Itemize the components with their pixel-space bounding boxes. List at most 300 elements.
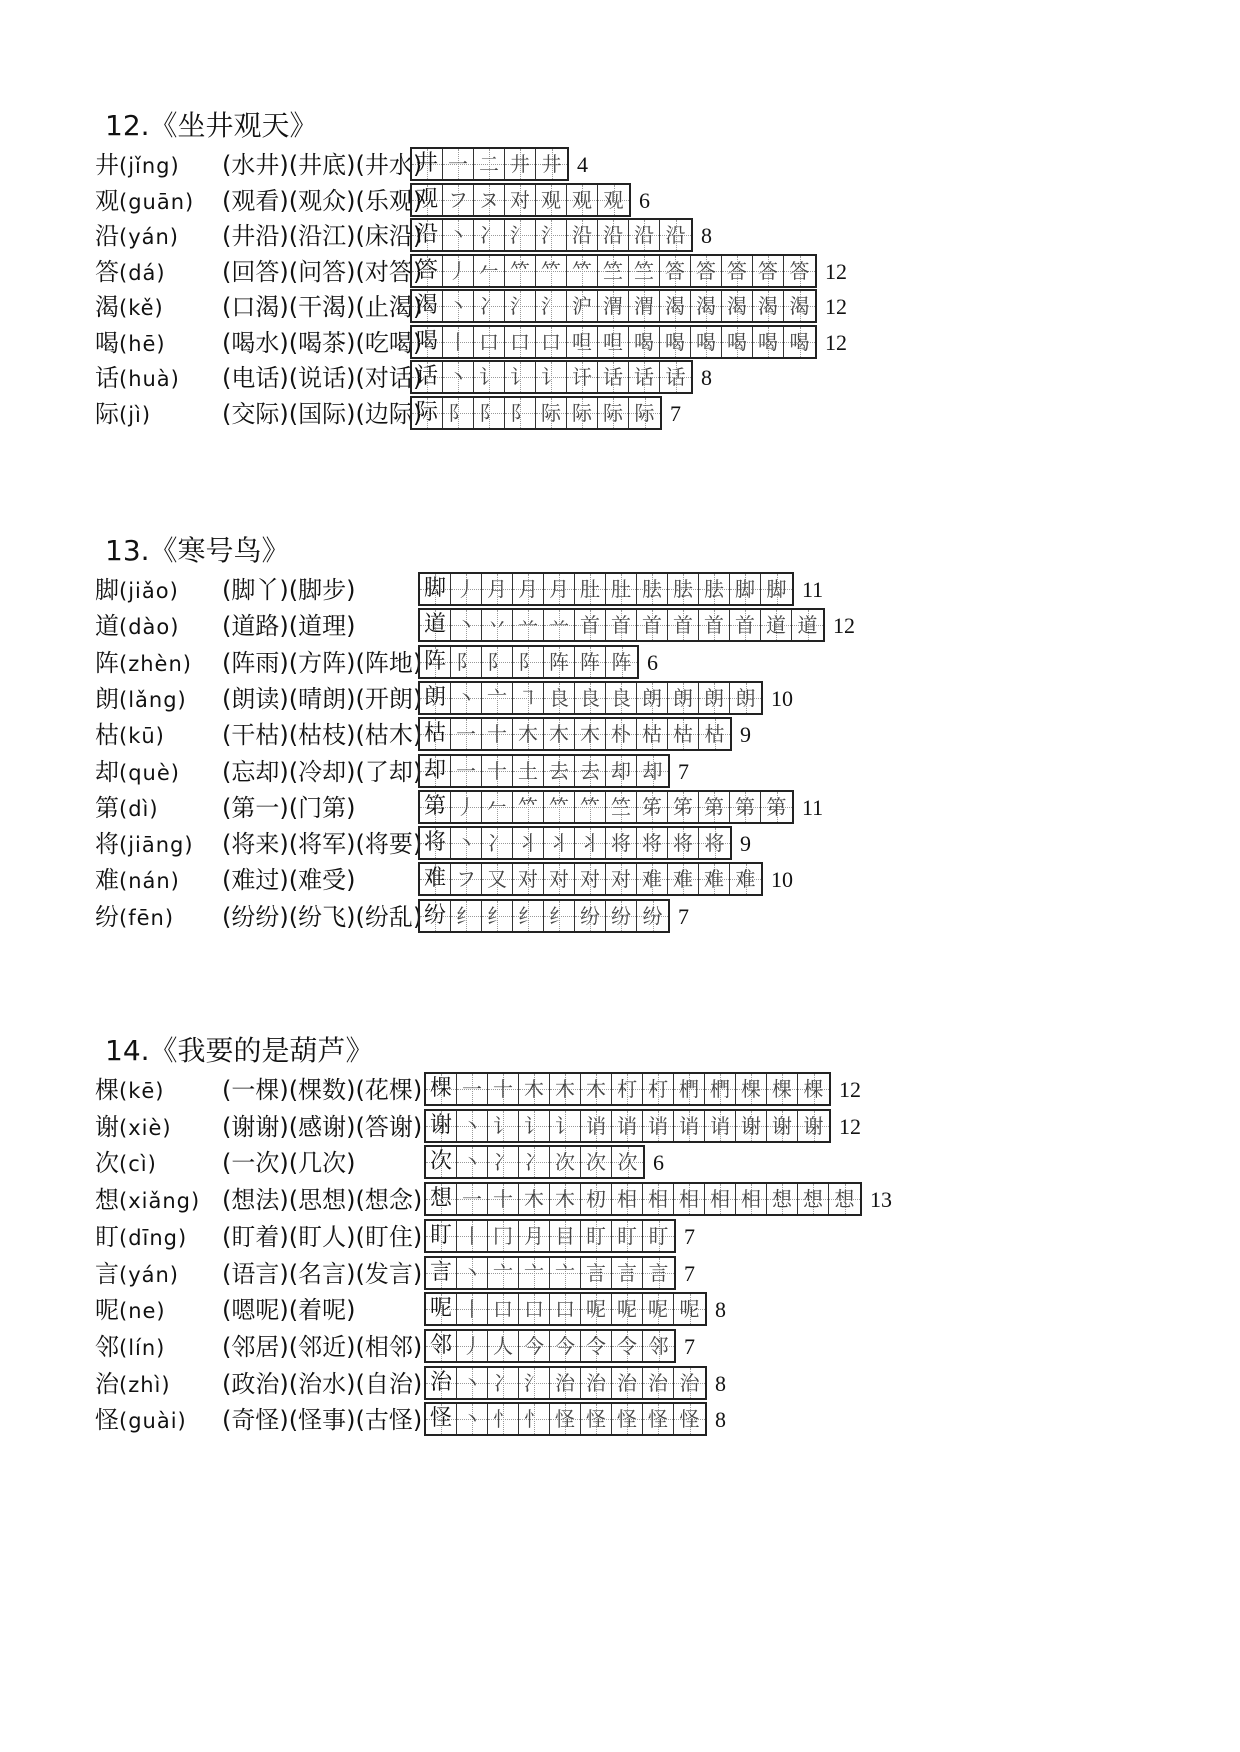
stroke-order-grid (410, 396, 662, 430)
stroke-glyph: 朴 (611, 722, 631, 747)
grid-cell-stroke-step (513, 792, 544, 822)
grid-cell-stroke-step (767, 1184, 798, 1214)
pinyin: (jiǎo) (119, 579, 179, 603)
stroke-glyph: 渴 (789, 294, 810, 318)
grid-cell-stroke-step (674, 1184, 705, 1214)
grid-cell-stroke-step (612, 1294, 643, 1324)
grid-cell-stroke-step (668, 792, 699, 822)
stroke-glyph: 喝 (727, 329, 747, 354)
grid-cell-stroke-step (581, 1258, 612, 1288)
grid-cell-stroke-step (443, 220, 474, 250)
character-row (0, 1290, 1240, 1330)
stroke-glyph: 朷 (586, 1187, 606, 1212)
grid-cell-stroke-step (761, 792, 792, 822)
stroke-glyph: 纟 (518, 903, 538, 928)
stroke-glyph: 次 (586, 1150, 606, 1175)
stroke-glyph: 答 (727, 258, 747, 283)
grid-cell-stroke-step (767, 1111, 798, 1141)
grid-cell-stroke-step (457, 1184, 488, 1214)
character-label (95, 256, 166, 289)
character-label (95, 574, 179, 607)
grid-cell-stroke-step (482, 792, 513, 822)
example-words: (观看)(观众)(乐观) (222, 186, 423, 215)
stroke-glyph: 朗 (673, 685, 693, 710)
grid-cell-stroke-step (544, 901, 575, 931)
grid-cell-stroke-step (736, 1074, 767, 1104)
example-words: (交际)(国际)(边际) (222, 399, 423, 428)
stroke-glyph: 椚 (679, 1077, 699, 1101)
grid-cell-stroke-step (643, 1184, 674, 1214)
grid-cell-stroke-step (513, 864, 544, 894)
stroke-glyph: 十 (487, 722, 507, 747)
stroke-glyph: 木 (524, 1077, 544, 1101)
stroke-glyph: 口 (541, 329, 561, 354)
grid-cell-stroke-step (612, 1111, 643, 1141)
grid-cell-stroke-step (567, 398, 598, 428)
grid-cell-stroke-step (598, 327, 629, 357)
example-words: (阵雨)(方阵)(阵地) (222, 648, 423, 677)
stroke-glyph: 土 (518, 758, 538, 783)
stroke-glyph: 治 (555, 1370, 575, 1395)
stroke-glyph: 棵 (803, 1077, 824, 1101)
stroke-count: 13 (870, 1187, 892, 1213)
grid-cell-stroke-step (612, 1221, 643, 1251)
grid-cell-stroke-step (536, 398, 567, 428)
stroke-glyph: 喝 (789, 329, 810, 354)
pinyin: (jiāng) (119, 833, 194, 858)
stroke-glyph: 诮 (710, 1113, 730, 1138)
grid-cell-stroke-step (550, 1404, 581, 1434)
stroke-count: 6 (653, 1150, 664, 1176)
grid-cell-stroke-step (505, 256, 536, 286)
stroke-order-grid (424, 1109, 831, 1143)
grid-cell-stroke-step (451, 901, 482, 931)
grid-cell-stroke-step (505, 398, 536, 428)
grid-cell-stroke-step (488, 1184, 519, 1214)
grid-cell-stroke-step (668, 828, 699, 858)
grid-cell-stroke-step (606, 828, 637, 858)
stroke-glyph: 沿 (572, 223, 592, 247)
character-row (0, 643, 1240, 683)
stroke-glyph: 口 (479, 329, 499, 354)
stroke-glyph: 想 (834, 1187, 855, 1212)
grid-cell-stroke-step (544, 683, 575, 713)
stroke-glyph: 难 (704, 867, 724, 892)
hanzi: 将 (95, 830, 119, 859)
grid-cell-stroke-step (581, 1074, 612, 1104)
grid-cell-stroke-step (482, 647, 513, 677)
hanzi: 邻 (95, 1332, 119, 1361)
grid-cell-stroke-step (606, 864, 637, 894)
stroke-glyph: 想 (772, 1187, 792, 1212)
grid-cell-character (426, 1404, 457, 1434)
stroke-glyph: 治 (679, 1370, 700, 1395)
stroke-glyph: 谢 (772, 1113, 792, 1138)
stroke-glyph: 亠 (555, 1260, 575, 1285)
character-row (0, 358, 1240, 398)
grid-cell-stroke-step (474, 220, 505, 250)
pinyin: (yán) (119, 225, 179, 249)
grid-cell-stroke-step (674, 1111, 705, 1141)
example-words: (电话)(说话)(对话) (222, 364, 423, 392)
grid-cell-stroke-step (581, 1294, 612, 1324)
stroke-glyph: 丶 (456, 685, 476, 710)
stroke-order-grid (410, 289, 817, 323)
grid-cell-stroke-step (629, 291, 660, 321)
stroke-glyph: 对 (510, 187, 530, 212)
stroke-order-grid (410, 325, 817, 359)
stroke-order-grid (424, 1292, 707, 1326)
stroke-glyph: 口 (524, 1297, 544, 1322)
stroke-glyph: 诮 (679, 1113, 699, 1138)
grid-cell-character (420, 719, 451, 749)
stroke-glyph: 际 (603, 400, 623, 425)
pinyin: (dá) (119, 260, 166, 285)
stroke-glyph: 朗 (704, 685, 724, 710)
character-label (95, 149, 180, 182)
stroke-glyph: 冫 (493, 1150, 513, 1175)
grid-cell-stroke-step (505, 327, 536, 357)
example-words: (纷纷)(纷飞)(纷乱) (222, 902, 423, 931)
grid-cell-stroke-step (536, 149, 567, 179)
grid-cell-stroke-step (643, 1258, 674, 1288)
stroke-order-grid (424, 1402, 707, 1436)
stroke-glyph: 丶 (462, 1407, 482, 1432)
character-row (0, 252, 1240, 292)
stroke-glyph: 亠 (487, 685, 507, 710)
character-label (95, 792, 159, 825)
grid-cell-stroke-step (513, 683, 544, 713)
stroke-glyph: 丶 (448, 223, 468, 247)
stroke-count: 7 (678, 903, 689, 929)
stroke-order-grid (418, 826, 732, 860)
grid-cell-stroke-step (482, 610, 513, 640)
stroke-glyph: 喝 (415, 328, 438, 354)
grid-cell-stroke-step (536, 291, 567, 321)
stroke-glyph: 却 (423, 757, 446, 783)
grid-cell-character (412, 291, 443, 321)
grid-cell-stroke-step (550, 1294, 581, 1324)
character-row (0, 1107, 1240, 1147)
grid-cell-stroke-step (753, 327, 784, 357)
grid-cell-stroke-step (705, 1184, 736, 1214)
grid-cell-stroke-step (575, 610, 606, 640)
stroke-glyph: 丿 (462, 1333, 482, 1358)
stroke-glyph: 盯 (648, 1223, 669, 1248)
grid-cell-stroke-step (443, 149, 474, 179)
stroke-glyph: 胠 (704, 577, 724, 601)
pinyin: (què) (119, 760, 180, 785)
stroke-glyph: 讠 (510, 365, 530, 389)
pinyin: (guài) (119, 1409, 187, 1434)
hanzi: 答 (95, 257, 119, 286)
grid-cell-stroke-step (513, 647, 544, 677)
stroke-order-grid (424, 1072, 831, 1106)
character-label (95, 1074, 164, 1107)
grid-cell-stroke-step (505, 291, 536, 321)
stroke-glyph: 诮 (648, 1113, 668, 1138)
stroke-count: 10 (771, 867, 793, 893)
character-label (95, 1294, 166, 1327)
stroke-glyph: 对 (580, 867, 600, 892)
grid-cell-stroke-step (443, 327, 474, 357)
grid-cell-stroke-step (668, 683, 699, 713)
grid-cell-stroke-step (829, 1184, 860, 1214)
grid-cell-stroke-step (637, 574, 668, 604)
grid-cell-stroke-step (612, 1184, 643, 1214)
grid-cell-character (420, 828, 451, 858)
grid-cell-stroke-step (567, 327, 598, 357)
grid-cell-stroke-step (550, 1111, 581, 1141)
example-words: (水井)(井底)(井水) (222, 151, 423, 179)
stroke-glyph: 难 (673, 867, 693, 892)
stroke-glyph: 一 (448, 152, 468, 176)
grid-cell-stroke-step (629, 327, 660, 357)
stroke-glyph: 𥫗 (580, 794, 600, 819)
stroke-glyph: 诮 (586, 1113, 606, 1138)
character-row (0, 323, 1240, 363)
stroke-glyph: 棵 (429, 1076, 452, 1101)
stroke-order-grid (418, 899, 670, 933)
stroke-glyph: 丬 (518, 831, 538, 856)
stroke-glyph: 棵 (741, 1077, 761, 1101)
stroke-glyph: 去 (549, 758, 569, 783)
character-label (95, 1368, 171, 1401)
stroke-glyph: 枯 (673, 722, 693, 747)
grid-cell-stroke-step (606, 647, 637, 677)
pinyin: (dào) (119, 615, 180, 640)
character-label (95, 220, 179, 253)
stroke-glyph: 第 (704, 794, 724, 819)
grid-cell-stroke-step (443, 398, 474, 428)
stroke-glyph: 观 (572, 187, 592, 212)
stroke-glyph: 枯 (704, 722, 725, 747)
grid-cell-stroke-step (488, 1258, 519, 1288)
grid-cell-stroke-step (513, 610, 544, 640)
stroke-order-grid (410, 254, 817, 288)
hanzi: 渴 (95, 293, 119, 321)
grid-cell-stroke-step (575, 756, 606, 786)
stroke-count: 12 (825, 329, 847, 355)
hanzi: 脚 (95, 576, 119, 604)
stroke-count: 11 (802, 577, 824, 602)
stroke-glyph: 谢 (741, 1113, 761, 1138)
grid-cell-stroke-step (575, 683, 606, 713)
pinyin: (zhèn) (119, 651, 192, 676)
grid-cell-stroke-step (550, 1331, 581, 1361)
grid-cell-stroke-step (612, 1404, 643, 1434)
stroke-glyph: 道 (797, 613, 818, 638)
grid-cell-stroke-step (567, 291, 598, 321)
grid-cell-stroke-step (575, 792, 606, 822)
stroke-glyph: 首 (611, 613, 631, 638)
grid-cell-stroke-step (643, 1074, 674, 1104)
grid-cell-character (420, 901, 451, 931)
stroke-glyph: 肚 (580, 577, 600, 601)
stroke-glyph: 𥫗 (518, 794, 538, 819)
lesson-title: 14.《我要的是葫芦》 (105, 1034, 374, 1067)
grid-cell-character (426, 1331, 457, 1361)
stroke-glyph: 井 (415, 151, 438, 176)
grid-cell-stroke-step (451, 574, 482, 604)
grid-cell-stroke-step (451, 719, 482, 749)
hanzi: 际 (95, 399, 119, 428)
stroke-glyph: 次 (429, 1149, 452, 1175)
stroke-glyph: 丬 (580, 831, 600, 856)
stroke-glyph: 呾 (572, 329, 592, 354)
character-row (0, 1327, 1240, 1367)
hanzi: 纷 (95, 902, 119, 931)
grid-cell-stroke-step (482, 901, 513, 931)
hanzi: 治 (95, 1369, 119, 1398)
character-label (95, 610, 179, 643)
grid-cell-stroke-step (612, 1147, 643, 1177)
stroke-glyph: 胠 (642, 577, 662, 601)
character-row (0, 897, 1240, 937)
grid-cell-stroke-step (519, 1404, 550, 1434)
stroke-glyph: 第 (423, 793, 446, 819)
grid-cell-stroke-step (536, 220, 567, 250)
stroke-glyph: 答 (696, 258, 716, 283)
grid-cell-stroke-step (575, 828, 606, 858)
character-label (95, 756, 180, 789)
grid-cell-stroke-step (629, 398, 660, 428)
example-words: (将来)(将军)(将要) (222, 830, 423, 859)
grid-cell-stroke-step (451, 792, 482, 822)
grid-cell-stroke-step (784, 327, 815, 357)
stroke-glyph: 冂 (493, 1223, 513, 1248)
grid-cell-stroke-step (699, 792, 730, 822)
hanzi: 第 (95, 793, 119, 822)
grid-cell-stroke-step (513, 828, 544, 858)
lesson-title: 13.《寒号鸟》 (105, 534, 290, 567)
grid-cell-stroke-step (474, 327, 505, 357)
grid-cell-stroke-step (784, 291, 815, 321)
grid-cell-stroke-step (606, 901, 637, 931)
stroke-glyph: 阝 (510, 400, 530, 425)
character-label (95, 901, 174, 934)
stroke-glyph: ヌ (479, 187, 499, 212)
pinyin: (lín) (119, 1335, 166, 1360)
grid-cell-stroke-step (699, 719, 730, 749)
stroke-glyph: 难 (735, 867, 756, 892)
stroke-count: 7 (684, 1223, 695, 1249)
stroke-glyph: 治 (586, 1370, 606, 1395)
grid-cell-character (412, 362, 443, 392)
grid-cell-stroke-step (519, 1111, 550, 1141)
grid-cell-stroke-step (513, 719, 544, 749)
character-row (0, 1070, 1240, 1110)
stroke-glyph: 井 (510, 152, 530, 176)
grid-cell-stroke-step (482, 683, 513, 713)
stroke-glyph: 渭 (634, 294, 654, 318)
example-words: (难过)(难受) (222, 866, 356, 895)
example-words: (脚丫)(脚步) (222, 576, 356, 604)
grid-cell-stroke-step (705, 1074, 736, 1104)
grid-cell-stroke-step (730, 574, 761, 604)
stroke-glyph: 口 (555, 1297, 575, 1322)
stroke-glyph: 朾 (648, 1077, 668, 1101)
stroke-glyph: 讠 (524, 1113, 544, 1138)
stroke-glyph: 月 (487, 577, 507, 601)
character-row (0, 216, 1240, 256)
grid-cell-stroke-step (457, 1147, 488, 1177)
grid-cell-character (420, 647, 451, 677)
stroke-glyph: 渴 (758, 294, 778, 318)
stroke-glyph: 䒑 (549, 613, 569, 638)
grid-cell-stroke-step (513, 574, 544, 604)
grid-cell-stroke-step (519, 1331, 550, 1361)
stroke-glyph: 胠 (673, 577, 693, 601)
stroke-glyph: 朗 (642, 685, 662, 710)
pinyin: (xiè) (119, 1115, 172, 1140)
grid-cell-stroke-step (550, 1147, 581, 1177)
grid-cell-stroke-step (668, 610, 699, 640)
character-row (0, 1400, 1240, 1440)
grid-cell-stroke-step (660, 220, 691, 250)
grid-cell-stroke-step (575, 864, 606, 894)
grid-cell-stroke-step (784, 256, 815, 286)
grid-cell-stroke-step (699, 683, 730, 713)
grid-cell-stroke-step (581, 1111, 612, 1141)
grid-cell-stroke-step (443, 362, 474, 392)
pinyin: (nán) (119, 869, 180, 894)
stroke-glyph: 枯 (423, 721, 446, 747)
grid-cell-stroke-step (488, 1074, 519, 1104)
grid-cell-stroke-step (581, 1331, 612, 1361)
stroke-glyph: 答 (415, 257, 438, 283)
stroke-order-grid (410, 218, 693, 252)
pinyin: (fēn) (119, 905, 175, 930)
grid-cell-stroke-step (519, 1184, 550, 1214)
grid-cell-stroke-step (798, 1111, 829, 1141)
grid-cell-stroke-step (575, 719, 606, 749)
stroke-count: 7 (684, 1260, 695, 1286)
grid-cell-stroke-step (575, 574, 606, 604)
character-row (0, 824, 1240, 864)
stroke-count: 8 (701, 365, 712, 390)
stroke-glyph: 首 (642, 613, 662, 638)
stroke-glyph: 纟 (549, 903, 569, 928)
example-words: (盯着)(盯人)(盯住) (222, 1222, 423, 1251)
stroke-glyph: 诮 (617, 1113, 637, 1138)
grid-cell-stroke-step (544, 756, 575, 786)
grid-cell-stroke-step (482, 756, 513, 786)
stroke-glyph: 冫 (524, 1150, 544, 1175)
stroke-glyph: 棵 (772, 1077, 792, 1101)
stroke-glyph: 却 (611, 758, 631, 783)
hanzi: 朗 (95, 684, 119, 713)
stroke-glyph: 一 (456, 758, 476, 783)
stroke-glyph: 良 (611, 685, 631, 710)
stroke-order-grid (410, 147, 569, 181)
stroke-glyph: 渭 (603, 294, 623, 318)
stroke-order-grid (424, 1145, 645, 1179)
hanzi: 喝 (95, 328, 119, 357)
character-row (0, 1217, 1240, 1257)
example-words: (回答)(问答)(对答) (222, 257, 423, 286)
hanzi: 沿 (95, 222, 119, 250)
grid-cell-stroke-step (474, 149, 505, 179)
stroke-glyph: 纷 (611, 903, 631, 928)
grid-cell-stroke-step (474, 362, 505, 392)
grid-cell-character (412, 398, 443, 428)
stroke-glyph: 丨 (462, 1297, 482, 1322)
stroke-glyph: 月 (524, 1223, 544, 1248)
stroke-glyph: 际 (634, 400, 655, 425)
grid-cell-stroke-step (457, 1111, 488, 1141)
grid-cell-character (426, 1294, 457, 1324)
